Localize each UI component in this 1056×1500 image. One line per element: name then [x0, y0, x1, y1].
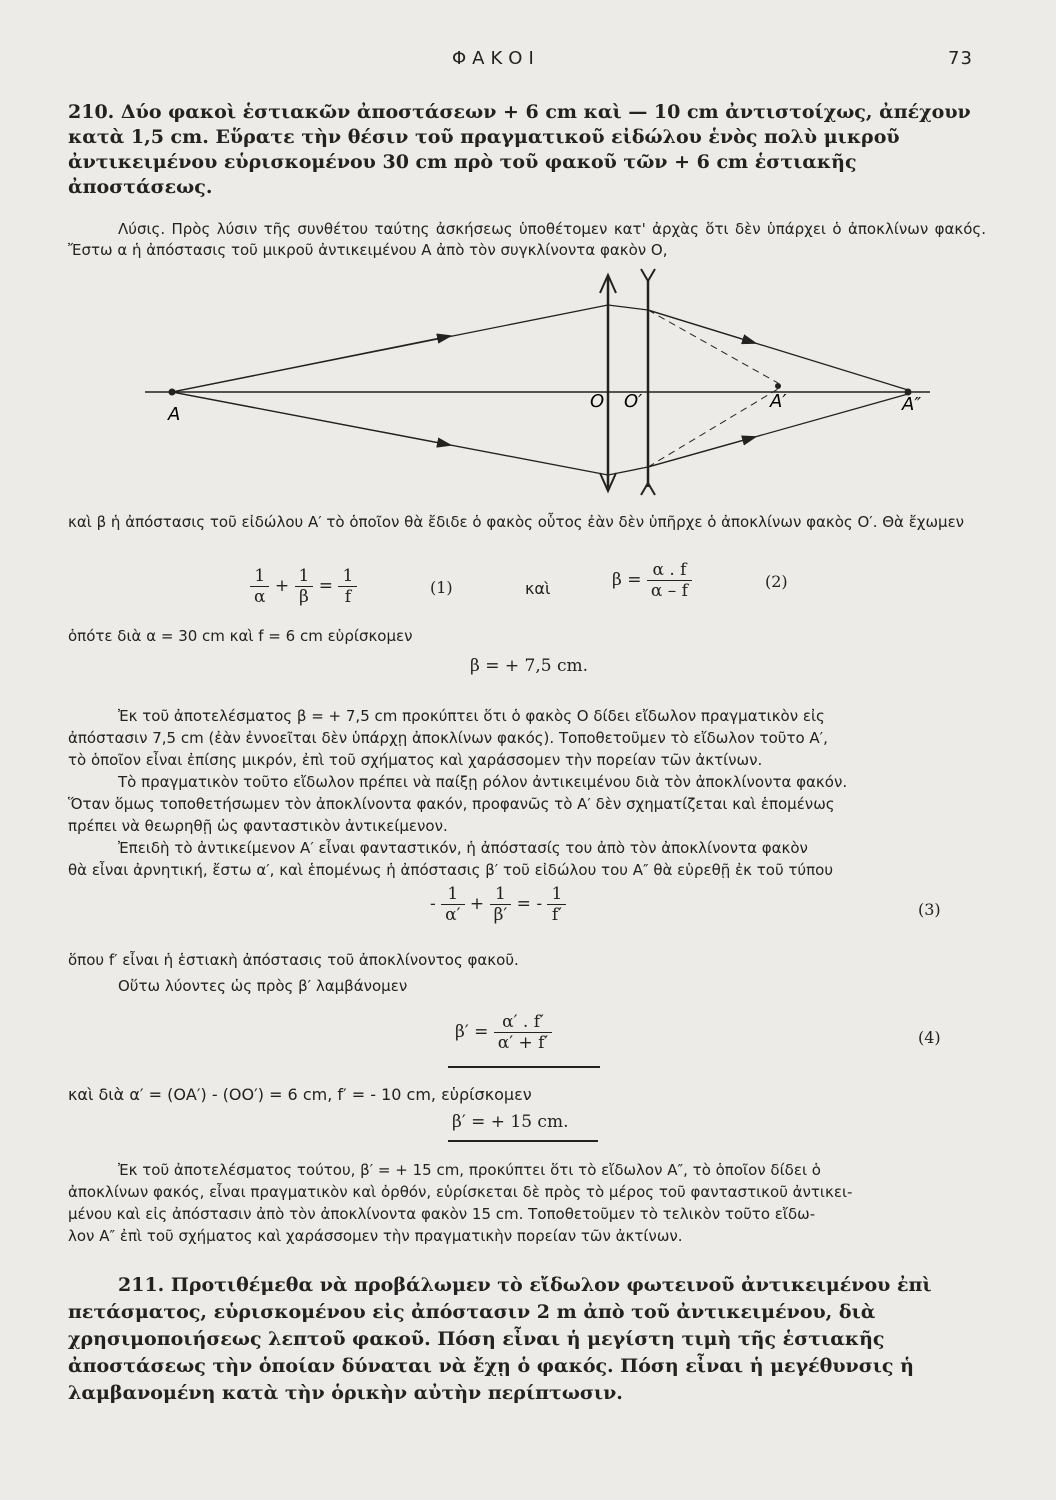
result-beta-prime: β′ = + 15 cm. — [452, 1112, 569, 1132]
p5-line2: θὰ εἶναι ἀρνητική, ἔστω α′, καὶ ἑπομένως ἡ ἀπόστασις β′ τοῦ εἰδώλου του Α″ θὰ εὑρεθῇ ἐκ τοῦ τύπου — [68, 861, 833, 879]
paragraph-substitution-2: καὶ διὰ α′ = (ΟΑ′) - (ΟΟ′) = 6 cm, f′ = - 10 cm, εὑρίσκομεν — [68, 1085, 532, 1104]
virtual-ray-upper — [648, 310, 778, 383]
problem-210-statement: 210. Δύο φακοὶ ἑστιακῶν ἀποστάσεων + 6 cm καὶ — 10 cm ἀντιστοίχως, ἀπέχουν κατὰ 1,5 cm. Εὕρατε τὴν θέσιν τοῦ πραγματικοῦ εἰδώλου ἑνὸς πολὺ μικροῦ ἀντικειμένου εὑρισκομένου 30 cm πρὸ τοῦ φακοῦ τῶν + 6 cm ἑστιακῆς ἀποστάσεως. — [68, 101, 971, 198]
label-A: A — [168, 404, 181, 425]
eq3-num2: 1 — [490, 884, 512, 905]
eq3-num1: 1 — [441, 884, 464, 905]
label-O: O — [590, 391, 605, 412]
result-beta: β = + 7,5 cm. — [470, 656, 589, 676]
ray-lower-arrow — [172, 392, 450, 445]
paragraph-focal-definition: ὅπου f′ εἶναι ἡ ἑστιακὴ ἀπόστασις τοῦ ἀποκλίνοντος φακοῦ. — [68, 951, 519, 969]
eq3-plus: + — [469, 894, 485, 914]
running-header-title: ΦΑΚΟΙ — [452, 48, 540, 69]
eq1-den2: β — [299, 587, 309, 607]
eq2-den: α – f — [650, 581, 688, 601]
eq4-lhs: β′ = — [455, 1022, 489, 1042]
eq4-den: α′ + f′ — [497, 1033, 549, 1053]
eq4-num: α′ . f′ — [494, 1012, 553, 1033]
eq4-underline — [448, 1066, 600, 1068]
eq1-equals: = — [318, 576, 334, 596]
eq4-label: (4) — [918, 1028, 941, 1047]
diverging-top-fork — [641, 269, 655, 281]
eq3-den2: β′ — [493, 905, 508, 925]
label-A-double: A″ — [902, 394, 922, 415]
result-underline — [448, 1140, 598, 1142]
p4-line1: Τὸ πραγματικὸν τοῦτο εἴδωλον πρέπει νὰ παίξῃ ρόλον ἀντικειμένου διὰ τὸν ἀποκλίνοντα φακόν. — [118, 773, 848, 791]
p9-line3: μένου καὶ εἰς ἀπόστασιν ἀπὸ τὸν ἀποκλίνοντα φακὸν 15 cm. Τοποθετοῦμεν τὸ τελικὸν τοῦτο εἴδω- — [68, 1205, 816, 1223]
eq2-lhs: β = — [612, 570, 642, 590]
eq1-num2: 1 — [295, 566, 314, 587]
p9-line1: Ἐκ τοῦ ἀποτελέσματος τούτου, β′ = + 15 cm, προκύπτει ὅτι τὸ εἴδωλον Α″, τὸ ὁποῖον δίδει ὁ — [118, 1161, 821, 1179]
equation-3 — [430, 884, 566, 925]
real-ray-lower-arrow — [648, 437, 755, 467]
eq3-minus: - — [430, 894, 436, 914]
eq1-plus: + — [274, 576, 290, 596]
real-ray-upper-arrow — [648, 310, 755, 343]
eq1-label: (1) — [430, 578, 453, 597]
ray-between-lower — [608, 467, 648, 475]
ray-between-upper — [608, 305, 648, 310]
eq3-den1: α′ — [445, 905, 461, 925]
point-A-prime — [775, 383, 781, 389]
and-word: καὶ — [525, 579, 551, 598]
point-A — [169, 389, 176, 396]
p3-line1: Ἐκ τοῦ ἀποτελέσματος β = + 7,5 cm προκύπτει ὅτι ὁ φακὸς Ο δίδει εἴδωλον πραγματικὸν εἰς — [118, 707, 825, 725]
eq1-den3: f — [344, 587, 351, 607]
eq3-den3: f′ — [551, 905, 562, 925]
equation-1 — [250, 566, 357, 607]
paragraph-substitution: ὁπότε διὰ α = 30 cm καὶ f = 6 cm εὑρίσκομεν — [68, 627, 413, 645]
p4-line2: Ὅταν ὅμως τοποθετήσωμεν τὸν ἀποκλίνοντα φακόν, προφανῶς τὸ Α′ δὲν σχηματίζεται καὶ ἑπομένως — [68, 795, 835, 813]
eq1-num1: 1 — [250, 566, 269, 587]
p3-line3: τὸ ὁποῖον εἶναι ἐπίσης μικρόν, ἐπὶ τοῦ σχήματος καὶ χαράσσομεν τὴν πορείαν τῶν ἀκτίνων. — [68, 751, 763, 769]
p3-line2: ἀπόστασιν 7,5 cm (ἐὰν ἐννοεῖται δὲν ὑπάρχῃ ἀποκλίνων φακός). Τοποθετοῦμεν τὸ εἴδωλον τοῦτο Α′, — [68, 729, 828, 747]
diverging-bottom-fork — [641, 483, 655, 495]
eq2-label: (2) — [765, 572, 788, 591]
eq3-equals: = - — [516, 894, 543, 914]
eq3-label: (3) — [918, 900, 941, 919]
ray-diagram — [130, 265, 950, 500]
label-A-prime: A′ — [770, 391, 787, 412]
eq1-num3: 1 — [338, 566, 357, 587]
eq1-den1: α — [254, 587, 266, 607]
ray-upper-arrow — [172, 336, 450, 392]
paragraph-beta-definition: καὶ β ἡ ἀπόστασις τοῦ εἰδώλου Α′ τὸ ὁποῖον θὰ ἔδιδε ὁ φακὸς οὗτος ἐὰν δὲν ὑπῆρχε ὁ ἀποκλίνων φακὸς Ο′. Θὰ ἔχωμεν — [68, 513, 965, 531]
label-O-prime: O′ — [624, 391, 643, 412]
solution-intro: Λύσις. Πρὸς λύσιν τῆς συνθέτου ταύτης ἀσκήσεως ὑποθέτομεν κατ' ἀρχὰς ὅτι δὲν ὑπάρχει ὁ ἀποκλίνων φακός. Ἔστω α ἡ ἀπόστασις τοῦ μικροῦ ἀντικειμένου Α ἀπὸ τὸν συγκλίνοντα φακὸν Ο, — [68, 220, 986, 259]
p4-line3: πρέπει νὰ θεωρηθῇ ὡς φανταστικὸν ἀντικείμενον. — [68, 817, 448, 835]
virtual-ray-lower — [648, 389, 778, 467]
equation-4 — [455, 1012, 552, 1053]
eq3-num3: 1 — [547, 884, 566, 905]
p9-line2: ἀποκλίνων φακός, εἶναι πραγματικὸν καὶ ὀρθόν, εὑρίσκεται δὲ πρὸς τὸ μέρος τοῦ φανταστικοῦ ἀντικει- — [68, 1183, 853, 1201]
problem-211-statement: 211. Προτιθέμεθα νὰ προβάλωμεν τὸ εἴδωλον φωτεινοῦ ἀντικειμένου ἐπὶ πετάσματος, εὑρισκομένου εἰς ἀπόστασιν 2 m ἀπὸ τοῦ ἀντικειμένου, διὰ χρησιμοποιήσεως λεπτοῦ φακοῦ. Πόση εἶναι ἡ μεγίστη τιμὴ τῆς ἑστιακῆς ἀποστάσεως τὴν ὁποίαν δύναται νὰ ἔχῃ ὁ φακός. Πόση εἶναι ἡ μεγέθυνσις ἡ λαμβανομένη κατὰ τὴν ὁρικὴν αὐτὴν περίπτωσιν. — [68, 1274, 932, 1404]
page-number: 73 — [948, 48, 973, 69]
p9-line4: λον Α″ ἐπὶ τοῦ σχήματος καὶ χαράσσομεν τὴν πραγματικὴν πορείαν τῶν ἀκτίνων. — [68, 1227, 683, 1245]
equation-2 — [612, 560, 692, 601]
paragraph-solve-beta: Οὕτω λύοντες ὡς πρὸς β′ λαμβάνομεν — [118, 977, 408, 995]
p5-line1: Ἐπειδὴ τὸ ἀντικείμενον Α′ εἶναι φανταστικόν, ἡ ἀπόστασίς του ἀπὸ τὸν ἀποκλίνοντα φακὸν — [118, 839, 808, 857]
eq2-num: α . f — [647, 560, 692, 581]
